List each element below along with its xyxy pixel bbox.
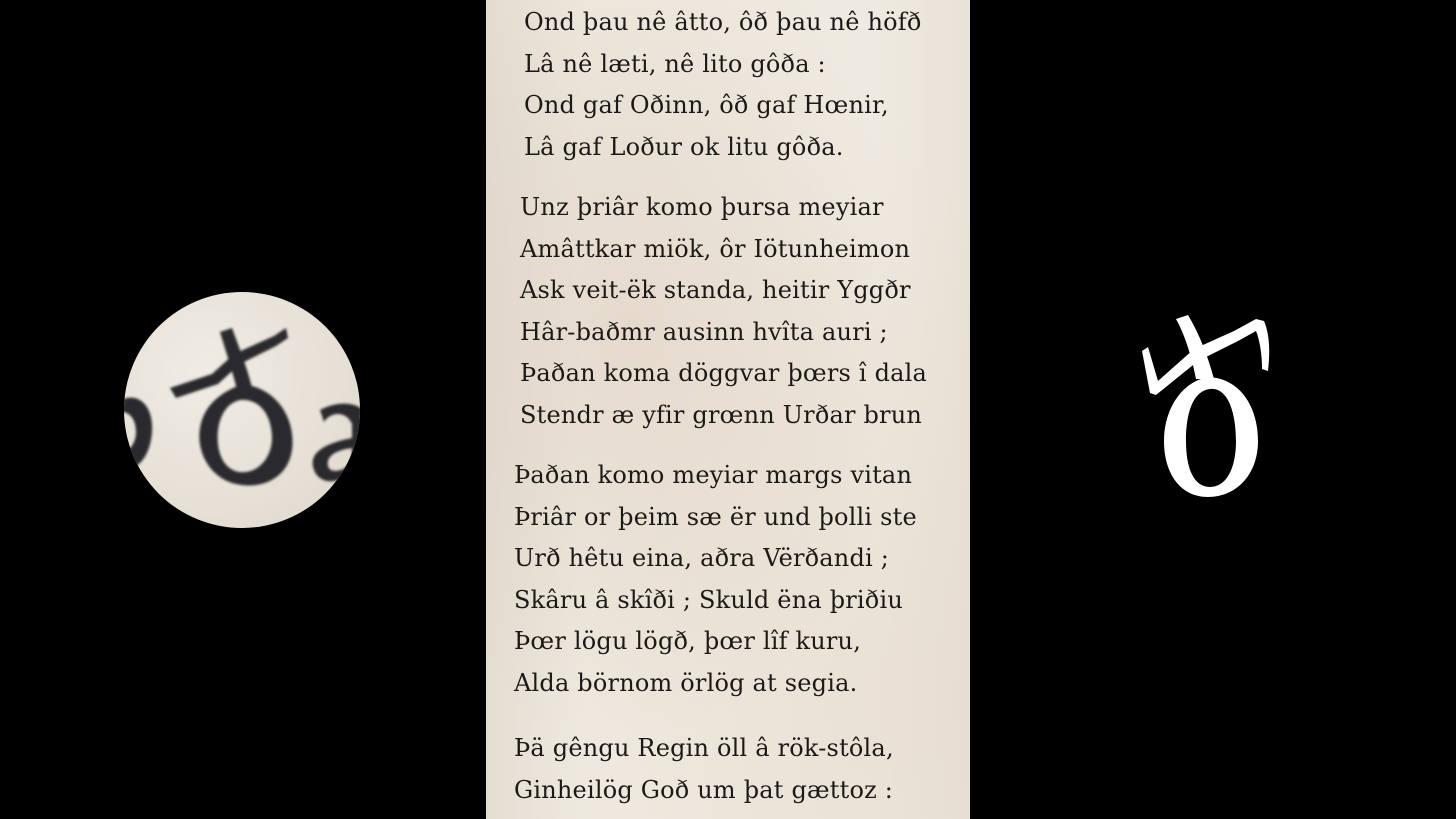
text-line: Þä gêngu Regin öll â rök-stôla, <box>514 734 894 762</box>
text-line: Ond gaf Oðinn, ôð gaf Hœnir, <box>524 91 889 119</box>
stanza-4 <box>514 728 970 811</box>
magnified-letters <box>124 292 360 528</box>
text-line: Ask veit-ëk standa, heitir Yggðr <box>520 276 911 304</box>
text-line: Lâ nê læti, nê lito gôða : <box>524 49 826 78</box>
eth-glyph-icon <box>1130 305 1280 515</box>
text-line: Skâru â skîði ; Skuld ëna þriðiu <box>514 585 903 614</box>
text-line: Þœr lögu lögð, þœr lîf kuru, <box>514 627 862 655</box>
text-line: Ond þau nê âtto, ôð þau nê höfð <box>524 8 922 36</box>
partial-a-right <box>313 404 360 482</box>
stanza-1 <box>524 2 970 168</box>
stanza-2 <box>520 187 970 436</box>
text-line: Urð hêtu eina, aðra Vërðandi ; <box>514 544 890 572</box>
book-page-photo <box>486 0 970 819</box>
text-line: Stendr æ yfir grœnn Urðar brun <box>520 400 923 429</box>
text-line: Lâ gaf Loður ok litu gôða. <box>524 132 844 161</box>
text-line: Hâr-baðmr ausinn hvîta auri ; <box>520 317 888 346</box>
text-line: Amâttkar miök, ôr Iötunheimon <box>520 234 911 263</box>
partial-o-left <box>124 398 152 470</box>
text-line: Ginheilög Goð um þat gættoz : <box>514 775 894 804</box>
text-line: Unz þriâr komo þursa meyiar <box>520 193 884 221</box>
eth-glyph <box>1130 305 1280 515</box>
text-line: Þaðan komo meyiar margs vitan <box>514 461 913 489</box>
magnified-glyph-detail <box>124 292 360 528</box>
text-line: Alda börnom örlög at segia. <box>514 668 858 697</box>
eth-bowl <box>199 384 292 486</box>
stanza-3 <box>514 455 970 704</box>
text-line: Þaðan koma döggvar þœrs î dala <box>520 359 928 387</box>
text-line: Þriâr or þeim sæ ër und þolli ste <box>514 502 917 531</box>
